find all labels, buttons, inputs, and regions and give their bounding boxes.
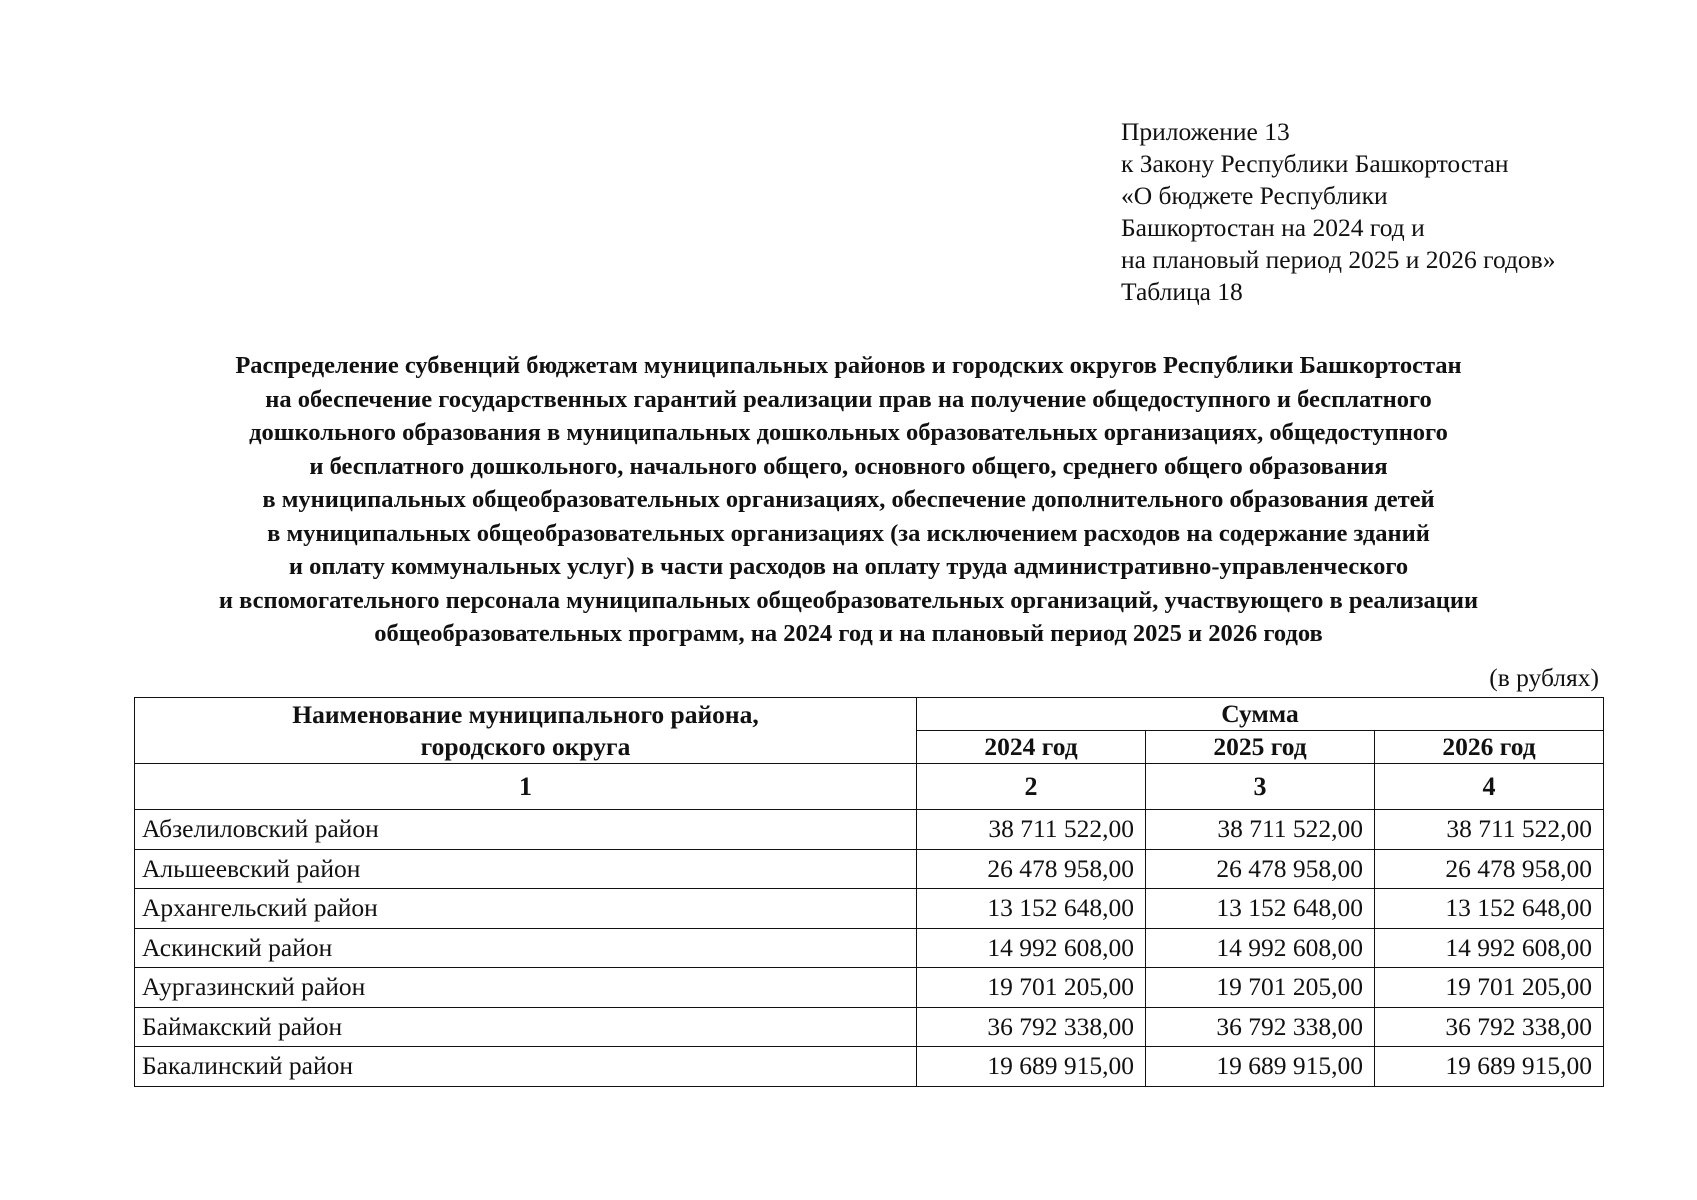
title-line: и оплату коммунальных услуг) в части расходов на оплату труда административно-управленческого <box>288 553 1409 580</box>
amount-2026: 26 478 958,00 <box>1375 849 1604 889</box>
title-line: в муниципальных общеобразовательных организациях, обеспечение дополнительного образования детей <box>262 486 1435 513</box>
table-row <box>135 849 1604 889</box>
district-name: Бакалинский район <box>135 1047 917 1087</box>
table-row <box>135 1007 1604 1047</box>
district-name: Альшеевский район <box>135 849 917 889</box>
appendix-line: «О бюджете Республики <box>1121 181 1388 210</box>
amount-2024: 19 689 915,00 <box>917 1047 1146 1087</box>
header-sum: Сумма <box>917 698 1604 731</box>
district-name: Аскинский район <box>135 928 917 968</box>
appendix-line: Таблица 18 <box>1121 277 1243 306</box>
column-number: 2 <box>917 764 1146 810</box>
header-year-2026: 2026 год <box>1375 731 1604 764</box>
table-row <box>135 1047 1604 1087</box>
amount-2024: 38 711 522,00 <box>917 810 1146 850</box>
appendix-line: Башкортостан на 2024 год и <box>1121 213 1425 242</box>
title-line: и бесплатного дошкольного, начального общего, основного общего, среднего общего образования <box>309 452 1388 480</box>
units-note: (в рублях) <box>1489 663 1599 692</box>
header-name-line1: Наименование муниципального района, <box>292 699 759 729</box>
table-row <box>135 928 1604 968</box>
amount-2024: 36 792 338,00 <box>917 1007 1146 1047</box>
appendix-line: на плановый период 2025 и 2026 годов» <box>1121 245 1556 274</box>
amount-2026: 38 711 522,00 <box>1375 810 1604 850</box>
title-line: и вспомогательного персонала муниципальных общеобразовательных организаций, участвующего в реализации <box>218 586 1479 614</box>
header-name-cell <box>135 698 917 764</box>
district-name: Абзелиловский район <box>135 810 917 850</box>
title-line: Распределение субвенций бюджетам муниципальных районов и городских округов Республики Башкортостан <box>235 352 1462 379</box>
amount-2025: 36 792 338,00 <box>1146 1007 1375 1047</box>
district-name: Баймакский район <box>135 1007 917 1047</box>
amount-2025: 26 478 958,00 <box>1146 849 1375 889</box>
amount-2025: 19 689 915,00 <box>1146 1047 1375 1087</box>
table-row <box>135 889 1604 929</box>
document-title <box>100 349 1597 651</box>
title-line: в муниципальных общеобразовательных организациях (за исключением расходов на содержание зданий <box>267 519 1430 547</box>
amount-2026: 19 689 915,00 <box>1375 1047 1604 1087</box>
amount-2025: 38 711 522,00 <box>1146 810 1375 850</box>
subventions-table <box>134 697 1604 1087</box>
district-name: Аургазинский район <box>135 968 917 1008</box>
header-year-2025: 2025 год <box>1146 731 1375 764</box>
title-line: на обеспечение государственных гарантий реализации прав на получение общедоступного и бесплатного <box>265 385 1432 413</box>
table-row <box>135 968 1604 1008</box>
amount-2025: 19 701 205,00 <box>1146 968 1375 1008</box>
district-name: Архангельский район <box>135 889 917 929</box>
header-year-2024: 2024 год <box>917 731 1146 764</box>
amount-2024: 14 992 608,00 <box>917 928 1146 968</box>
appendix-line: к Закону Республики Башкортостан <box>1121 149 1509 178</box>
title-line: дошкольного образования в муниципальных дошкольных образовательных организациях, общедоступного <box>249 419 1448 446</box>
title-line: общеобразовательных программ, на 2024 год и на плановый период 2025 и 2026 годов <box>374 620 1323 647</box>
column-number: 1 <box>135 764 917 810</box>
amount-2026: 36 792 338,00 <box>1375 1007 1604 1047</box>
appendix-note <box>1121 116 1555 308</box>
amount-2026: 13 152 648,00 <box>1375 889 1604 929</box>
amount-2024: 19 701 205,00 <box>917 968 1146 1008</box>
amount-2025: 14 992 608,00 <box>1146 928 1375 968</box>
header-name-line2: городского округа <box>420 731 631 761</box>
column-number: 3 <box>1146 764 1375 810</box>
amount-2025: 13 152 648,00 <box>1146 889 1375 929</box>
amount-2024: 13 152 648,00 <box>917 889 1146 929</box>
amount-2024: 26 478 958,00 <box>917 849 1146 889</box>
table-row <box>135 810 1604 850</box>
amount-2026: 19 701 205,00 <box>1375 968 1604 1008</box>
column-number: 4 <box>1375 764 1604 810</box>
amount-2026: 14 992 608,00 <box>1375 928 1604 968</box>
appendix-line: Приложение 13 <box>1121 117 1290 146</box>
